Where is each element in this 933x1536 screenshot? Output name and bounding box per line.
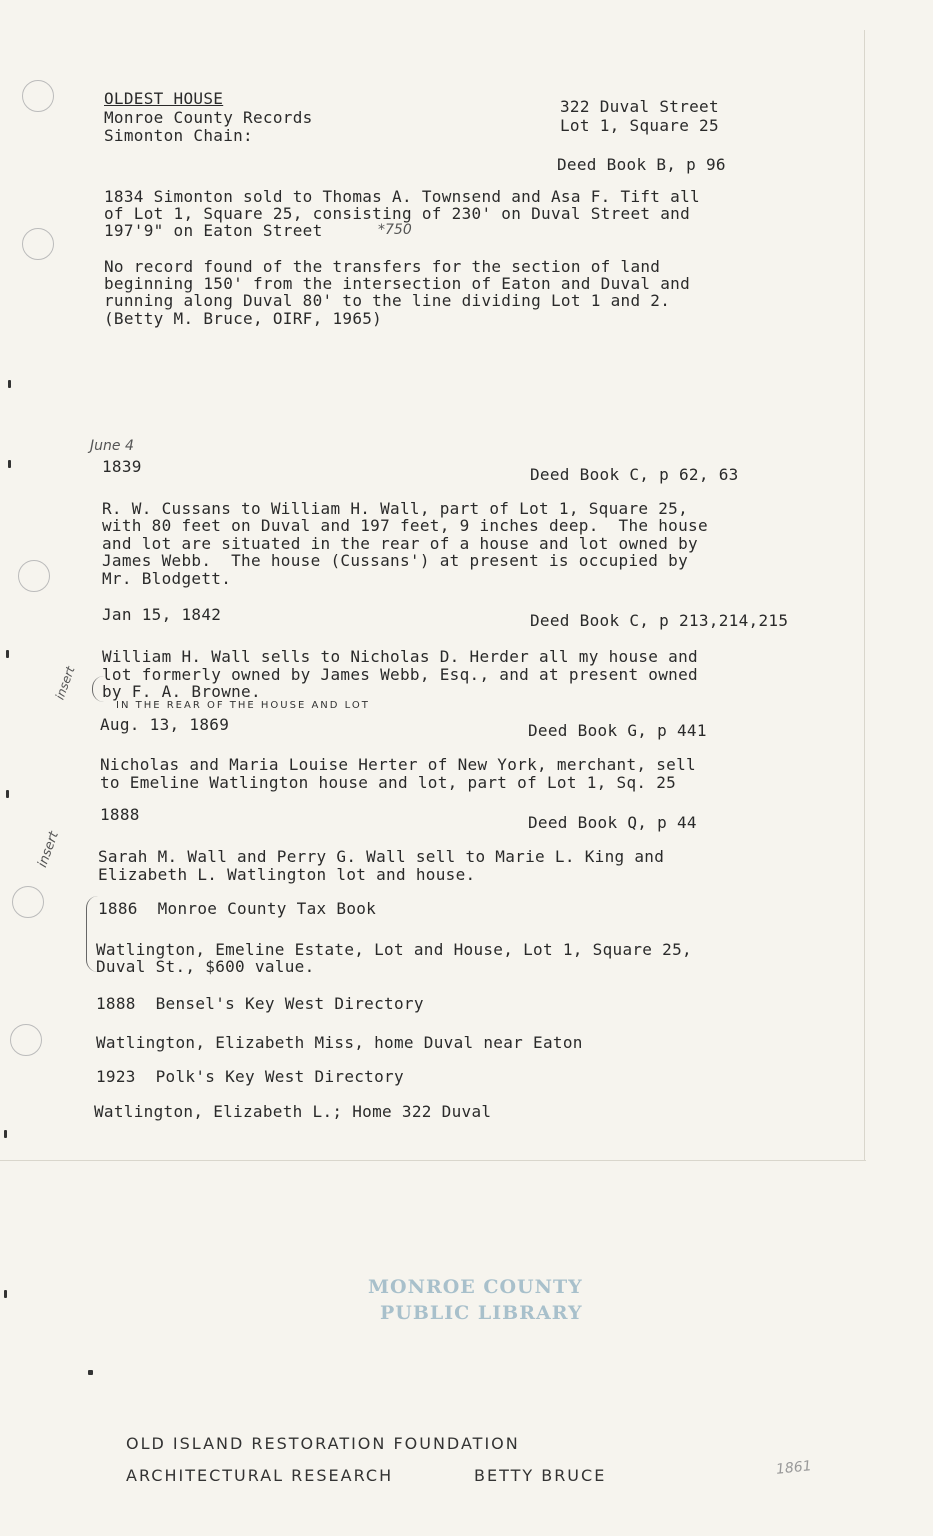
entry-5-ref: Deed Book G, p 441	[528, 721, 707, 740]
entry-8-heading: 1888 Bensel's Key West Directory	[96, 994, 424, 1013]
entry-9-heading: 1923 Polk's Key West Directory	[96, 1067, 404, 1086]
entry-2-line: beginning 150' from the intersection of Eaton and Duval and	[104, 274, 691, 293]
punch-hole-2	[22, 228, 54, 260]
entry-9-line: Watlington, Elizabeth L.; Home 322 Duval	[94, 1102, 492, 1121]
punch-hole-4	[12, 886, 44, 918]
entry-4-insert-note: insert	[52, 664, 78, 702]
page-edge-bottom	[0, 1160, 866, 1161]
entry-3-line: James Webb. The house (Cussans') at present is occupied by	[102, 551, 689, 570]
punch-hole-3	[18, 560, 50, 592]
binder-mark	[8, 460, 11, 468]
entry-4-line: lot formerly owned by James Webb, Esq., and at present owned	[102, 665, 698, 684]
entry-1-ref: Deed Book B, p 96	[557, 155, 726, 174]
entry-7-heading: 1886 Monroe County Tax Book	[98, 899, 377, 918]
doc-title: OLDEST HOUSE	[104, 89, 224, 108]
binder-mark	[4, 1130, 7, 1138]
entry-4-bracket	[92, 676, 105, 702]
entry-4-date: Jan 15, 1842	[102, 605, 222, 624]
footer-line2: ARCHITECTURAL RESEARCH	[126, 1466, 394, 1485]
entry-4-line: by F. A. Browne.	[102, 682, 261, 701]
binder-mark	[4, 1290, 7, 1298]
doc-source: Monroe County Records	[104, 108, 313, 127]
library-stamp-line2: PUBLIC LIBRARY	[380, 1302, 583, 1324]
entry-6-date: 1888	[100, 805, 140, 824]
entry-1-line: 1834 Simonton sold to Thomas A. Townsend and Asa F. Tift all	[104, 187, 700, 206]
entry-6-line: Sarah M. Wall and Perry G. Wall sell to Marie L. King and	[98, 847, 665, 866]
entry-5-line: Nicholas and Maria Louise Herter of New York, merchant, sell	[100, 755, 696, 774]
entry-5-date: Aug. 13, 1869	[100, 715, 230, 734]
entry-4-ref: Deed Book C, p 213,214,215	[530, 611, 789, 630]
entry-6-insert-note: insert	[35, 829, 62, 870]
entry-5-line: to Emeline Watlington house and lot, part of Lot 1, Sq. 25	[100, 773, 677, 792]
entry-1-line: 197'9" on Eaton Street	[104, 221, 323, 240]
entry-4-line: William H. Wall sells to Nicholas D. Herder all my house and	[102, 647, 698, 666]
binder-mark	[6, 650, 9, 658]
entry-7-line: Duval St., $600 value.	[96, 957, 315, 976]
entry-3-line: with 80 feet on Duval and 197 feet, 9 inches deep. The house	[102, 516, 708, 535]
entry-3-date-note: June 4	[90, 438, 134, 454]
entry-4-hand-note: IN THE REAR OF THE HOUSE AND LOT	[116, 700, 370, 711]
binder-mark	[8, 380, 11, 388]
entry-1-annotation: *750	[378, 222, 412, 238]
library-stamp-line1: MONROE COUNTY	[368, 1276, 583, 1298]
doc-lot: Lot 1, Square 25	[560, 116, 719, 135]
doc-chain: Simonton Chain:	[104, 126, 253, 145]
entry-2-line: running along Duval 80' to the line dividing Lot 1 and 2.	[104, 291, 671, 310]
page-edge-right	[864, 30, 865, 1160]
entry-3-line: Mr. Blodgett.	[102, 569, 232, 588]
entry-2-line: No record found of the transfers for the section of land	[104, 257, 661, 276]
footer-page-note: 1861	[775, 1458, 813, 1478]
footer-line1: OLD ISLAND RESTORATION FOUNDATION	[126, 1434, 520, 1453]
binder-mark	[6, 790, 9, 798]
entry-2-line: (Betty M. Bruce, OIRF, 1965)	[104, 309, 383, 328]
entry-3-ref: Deed Book C, p 62, 63	[530, 465, 739, 484]
entry-6-ref: Deed Book Q, p 44	[528, 813, 697, 832]
punch-hole-5	[10, 1024, 42, 1056]
entry-1-line: of Lot 1, Square 25, consisting of 230' on Duval Street and	[104, 204, 691, 223]
entry-6-line: Elizabeth L. Watlington lot and house.	[98, 865, 476, 884]
entry-7-line: Watlington, Emeline Estate, Lot and House, Lot 1, Square 25,	[96, 940, 692, 959]
entry-3-date: 1839	[102, 457, 142, 476]
footer-author: BETTY BRUCE	[474, 1466, 607, 1485]
doc-address: 322 Duval Street	[560, 97, 719, 116]
entry-3-line: R. W. Cussans to William H. Wall, part of Lot 1, Square 25,	[102, 499, 689, 518]
entry-3-line: and lot are situated in the rear of a house and lot owned by	[102, 534, 698, 553]
entry-8-line: Watlington, Elizabeth Miss, home Duval near Eaton	[96, 1033, 583, 1052]
punch-hole-1	[22, 80, 54, 112]
binder-mark	[88, 1370, 93, 1375]
